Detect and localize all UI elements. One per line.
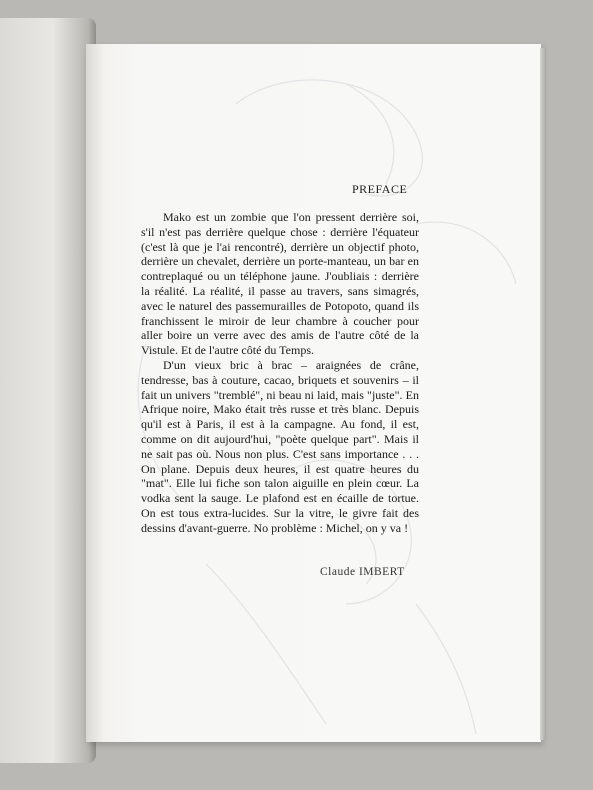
author-signature: Claude IMBERT [320, 566, 405, 578]
paragraph-2: D'un vieux bric à brac – araignées de crâne, tendresse, bas à couture, cacao, briquets et souvenirs – il fait un univers "tremblé", ni beau ni laid, mais "juste". En Afrique noire, Mako était très russe et très blanc. Depuis qu'il est à Paris, il est à la campagne. Au fond, il est, comme on dit aujourd'hui, "poète quelque part". Mais il ne sait pas où. Nous non plus. C'est sans importance . . . On plane. Depuis deux heures, il est quatre heures du "mat". Elle lui fiche son talon aiguille en plein cœur. La vodka sent la sauge. Le plafond est en écaille de tortue. On est tous extra-lucides. Sur la vitre, le givre fait des dessins d'avant-guerre. No problème : Michel, on y va ! [141, 357, 419, 535]
left-page [0, 18, 96, 763]
preface-body [141, 210, 419, 536]
paragraph-1: Mako est un zombie que l'on pressent derrière soi, s'il n'est pas derrière quelque chose : derrière l'équateur (c'est là que je l'ai rencontré), derrière un objectif photo, derrière un chevalet, derrière un porte-manteau, un bar en contreplaqué ou un téléphone jaune. J'oubliais : derrière la réalité. La réalité, il passe au travers, sans simagrés, avec le naturel des passemurailles de Potopoto, quand ils franchissent le miroir de leur chambre à coucher pour aller boire un verre avec des amis de l'autre côté de la Vistule. Et de l'autre côté du Temps. [141, 210, 419, 358]
page-title: PREFACE [352, 182, 408, 196]
